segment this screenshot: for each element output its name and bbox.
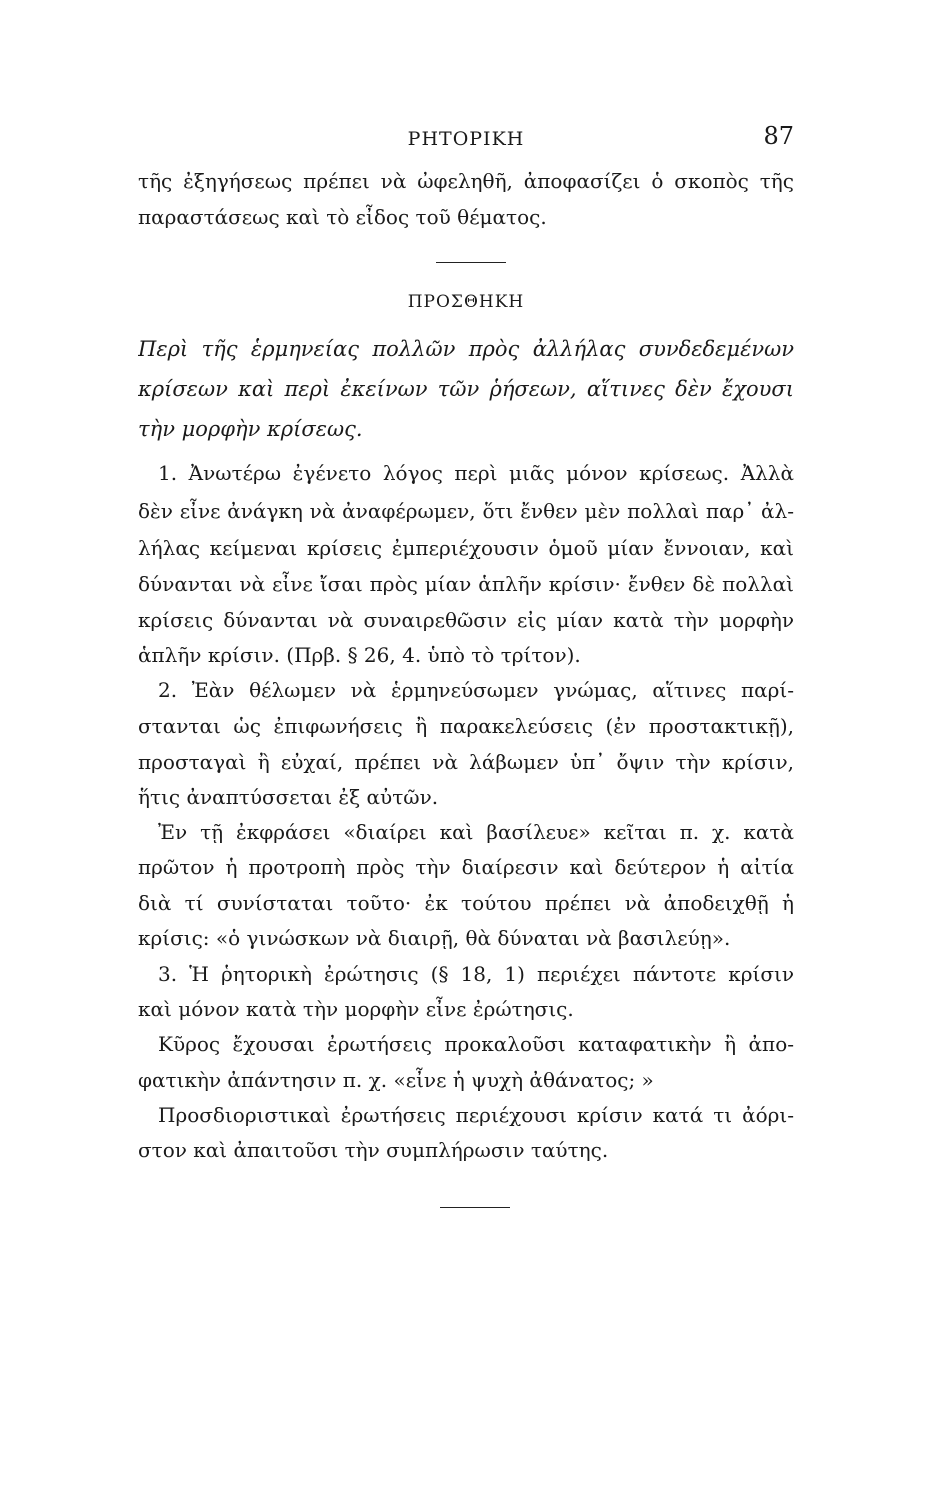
- paragraph-line: 2. Ἐὰν θέλωμεν νὰ ἑρμηνεύσωμεν γνώμας, αἵτινες παρί-: [158, 678, 794, 702]
- paragraph-line: λήλας κείμεναι κρίσεις ἐμπεριέχουσιν ὁμοῦ μίαν ἔννοιαν, καὶ: [138, 536, 794, 560]
- paragraph-line: κρίσις: «ὁ γινώσκων νὰ διαιρῇ, θὰ δύναται νὰ βασιλεύῃ».: [138, 926, 731, 950]
- intro-line: παραστάσεως καὶ τὸ εἶδος τοῦ θέματος.: [138, 205, 547, 229]
- paragraph-line: προσταγαὶ ἢ εὐχαί, πρέπει νὰ λάβωμεν ὑπ᾽ ὄψιν τὴν κρίσιν,: [138, 750, 794, 774]
- paragraph-line: κρίσεις δύνανται νὰ συναιρεθῶσιν εἰς μίαν κατὰ τὴν μορφὴν: [138, 608, 794, 632]
- paragraph-line: ἁπλῆν κρίσιν. (Πρβ. § 26, 4. ὑπὸ τὸ τρίτον).: [138, 643, 581, 667]
- paragraph-line: Προσδιοριστικαὶ ἐρωτήσεις περιέχουσι κρίσιν κατά τι ἀόρι-: [158, 1103, 794, 1127]
- paragraph-line: καὶ μόνον κατὰ τὴν μορφὴν εἶνε ἐρώτησις.: [138, 997, 574, 1021]
- paragraph-line: πρῶτον ἡ προτροπὴ πρὸς τὴν διαίρεσιν καὶ δεύτερον ἡ αἰτία: [138, 855, 794, 879]
- paragraph-line: στανται ὡς ἐπιφωνήσεις ἢ παρακελεύσεις (ἐν προστακτικῇ),: [138, 714, 794, 738]
- paragraph-line: δὲν εἶνε ἀνάγκη νὰ ἀναφέρωμεν, ὅτι ἔνθεν μὲν πολλαὶ παρ᾽ ἀλ-: [138, 499, 794, 523]
- running-head: [138, 122, 794, 152]
- page-number: 87: [763, 122, 794, 150]
- paragraph-line: 1. Ἀνωτέρω ἐγένετο λόγος περὶ μιᾶς μόνον κρίσεως. Ἀλλὰ: [158, 461, 794, 485]
- paragraph-line: δύνανται νὰ εἶνε ἴσαι πρὸς μίαν ἁπλῆν κρίσιν· ἔνθεν δὲ πολλαὶ: [138, 572, 794, 596]
- appendix-heading: ΠΡΟΣΘΗΚΗ: [407, 292, 525, 312]
- paragraph-line: ἥτις ἀναπτύσσεται ἐξ αὐτῶν.: [138, 785, 439, 809]
- end-divider: [440, 1207, 510, 1208]
- paragraph-line: Ἐν τῇ ἐκφράσει «διαίρει καὶ βασίλευε» κεῖται π. χ. κατὰ: [158, 820, 794, 844]
- intro-line: τῆς ἐξηγήσεως πρέπει νὰ ὠφεληθῆ, ἀποφασίζει ὁ σκοπὸς τῆς: [138, 169, 794, 193]
- appendix-subtitle-line: Περὶ τῆς ἑρμηνείας πολλῶν πρὸς ἀλλήλας συνδεδεμένων: [138, 337, 794, 361]
- appendix-subtitle-line: κρίσεων καὶ περὶ ἐκείνων τῶν ῥήσεων, αἵτινες δὲν ἔχουσι: [138, 377, 794, 401]
- paragraph-line: φατικὴν ἀπάντησιν π. χ. «εἶνε ἡ ψυχὴ ἀθάνατος; »: [138, 1068, 654, 1092]
- running-title: ΡΗΤΟΡΙΚΗ: [407, 128, 525, 150]
- paragraph-line: διὰ τί συνίσταται τοῦτο· ἐκ τούτου πρέπει νὰ ἀποδειχθῇ ἡ: [138, 891, 794, 915]
- section-divider: [436, 262, 506, 263]
- paragraph-line: στον καὶ ἀπαιτοῦσι τὴν συμπλήρωσιν ταύτης.: [138, 1138, 609, 1162]
- paragraph-line: 3. Ἡ ῥητορικὴ ἐρώτησις (§ 18, 1) περιέχει πάντοτε κρίσιν: [158, 962, 794, 986]
- appendix-subtitle-line: τὴν μορφὴν κρίσεως.: [138, 417, 363, 441]
- paragraph-line: Κῦρος ἔχουσαι ἐρωτήσεις προκαλοῦσι καταφατικὴν ἢ ἀπο-: [158, 1032, 794, 1056]
